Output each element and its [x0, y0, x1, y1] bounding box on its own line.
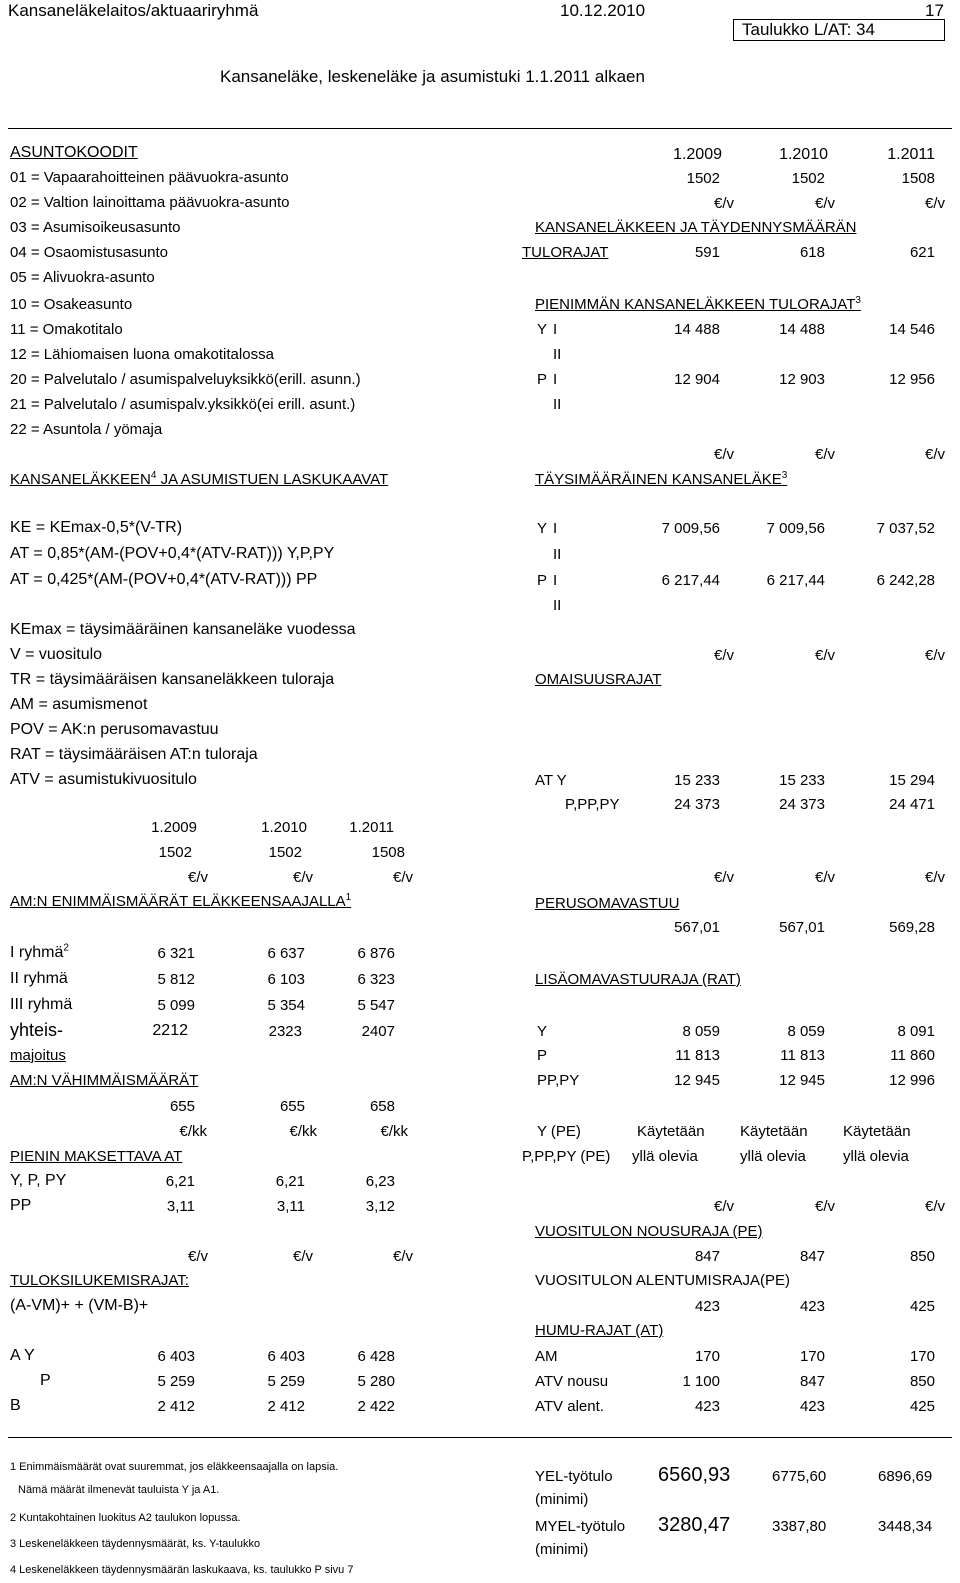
- tuloksi-value: 2 412: [157, 1398, 195, 1415]
- omaisuus-value: 15 233: [674, 772, 720, 789]
- alennus-value: 423: [799, 1298, 825, 1315]
- definition: TR = täysimääräisen kansaneläkkeen tuloraja: [10, 671, 335, 688]
- lisa-value: 8 059: [682, 1023, 720, 1040]
- footnote-ref: 3: [855, 295, 861, 306]
- unit-label: €/v: [814, 195, 835, 212]
- year-col-2: 1.2010: [261, 819, 307, 836]
- humu-value: 425: [909, 1398, 935, 1415]
- enimm-value: 6 637: [267, 945, 305, 962]
- row-roman: II: [553, 546, 562, 563]
- pienin-title: [535, 297, 861, 312]
- humu-value: 170: [799, 1348, 825, 1365]
- row-label: ATV alent.: [535, 1398, 604, 1415]
- yhteis-value: 2407: [361, 1023, 395, 1040]
- lisa-title: LISÄOMAVASTUURAJA (RAT): [535, 971, 741, 988]
- myel-value: 3280,47: [658, 1514, 731, 1536]
- row-label: P: [537, 371, 548, 388]
- code-item: 01 = Vapaarahoitteinen päävuokra-asunto: [10, 169, 289, 186]
- humu-value: 1 100: [682, 1373, 720, 1390]
- tuloksi-value: 6 428: [357, 1348, 395, 1365]
- pienin-value: 12 904: [674, 371, 720, 388]
- omaisuus-value: 24 471: [889, 796, 935, 813]
- formula: KE = KEmax-0,5*(V-TR): [10, 519, 183, 536]
- footer-rule: [8, 1437, 952, 1438]
- maksettava-value: 3,11: [166, 1198, 195, 1215]
- tuloksi-value: 6 403: [157, 1348, 195, 1365]
- tays-value: 7 037,52: [876, 520, 935, 537]
- row-label: ATV nousu: [535, 1373, 609, 1390]
- row-label: Y: [537, 1023, 548, 1040]
- enimm-title: [10, 894, 351, 909]
- definition: AM = asumismenot: [10, 696, 148, 713]
- yhteis-label: yhteis-: [10, 1020, 64, 1040]
- unit-label: €/v: [924, 195, 945, 212]
- definition: KEmax = täysimääräinen kansaneläke vuodessa: [10, 621, 356, 638]
- tays-title-text: TÄYSIMÄÄRÄINEN KANSANELÄKE: [535, 471, 782, 488]
- unit-label: €/v: [713, 869, 734, 886]
- code-item: 10 = Osakeasunto: [10, 296, 133, 313]
- omaisuus-value: 15 294: [889, 772, 935, 789]
- enimm-row-label: [10, 942, 69, 961]
- ype-label: Y (PE): [537, 1123, 581, 1140]
- unit-label: €/v: [924, 869, 945, 886]
- footnote-ref: 1: [345, 892, 352, 903]
- unit-label: €/v: [187, 869, 208, 886]
- nousu-value: 847: [799, 1248, 825, 1265]
- page-title: Kansaneläke, leskeneläke ja asumistuki 1.1.2011 alkaen: [220, 67, 645, 86]
- omaisuus-value: 24 373: [674, 796, 720, 813]
- tuloksi-value: 2 412: [267, 1398, 305, 1415]
- unit-label: €/v: [924, 446, 945, 463]
- tuloksi-value: 5 259: [157, 1373, 195, 1390]
- code-item: 05 = Alivuokra-asunto: [10, 269, 155, 286]
- table-id: Taulukko L/AT: 34: [742, 20, 875, 39]
- row-roman: II: [553, 396, 562, 413]
- row-label: AT Y: [535, 772, 567, 789]
- unit-label: €/v: [292, 869, 313, 886]
- tays-value: 6 217,44: [766, 572, 825, 589]
- enimm-value: 5 354: [267, 997, 305, 1014]
- page-number: 17: [925, 1, 944, 20]
- myel-min: (minimi): [535, 1541, 589, 1558]
- humu-value: 847: [799, 1373, 825, 1390]
- maksettava-value: 3,12: [365, 1198, 395, 1215]
- row-roman: II: [553, 346, 562, 363]
- tays-value: 7 009,56: [766, 520, 825, 537]
- tuloksi-title: TULOKSILUKEMISRAJAT:: [10, 1272, 189, 1289]
- index-value: 1502: [791, 170, 825, 187]
- alennus-value: 423: [694, 1298, 720, 1315]
- footnote: 2 Kuntakohtainen luokitus A2 taulukon lopussa.: [10, 1512, 241, 1524]
- yel-value: 6896,69: [878, 1468, 933, 1485]
- code-item: 20 = Palvelutalo / asumispalveluyksikkö(erill. asunn.): [10, 371, 361, 388]
- pienin-title-text: PIENIMMÄN KANSANELÄKKEEN TULORAJAT: [535, 296, 856, 313]
- pienin-value: 14 546: [889, 321, 935, 338]
- unit-label: €/v: [713, 195, 734, 212]
- formula: AT = 0,425*(AM-(POV+0,4*(ATV-RAT))) PP: [10, 571, 318, 588]
- tuloksi-value: 5 280: [357, 1373, 395, 1390]
- unit-label: €/v: [814, 647, 835, 664]
- tuloksi-value: 6 403: [267, 1348, 305, 1365]
- index-value: 1502: [158, 844, 192, 861]
- maksettava-title: PIENIN MAKSETTAVA AT: [10, 1148, 183, 1165]
- code-item: 11 = Omakotitalo: [10, 321, 123, 338]
- yel-value: 6560,93: [658, 1464, 731, 1486]
- row-roman: I: [553, 371, 558, 388]
- enimm-value: 6 103: [267, 971, 305, 988]
- yhteis-value: 2212: [152, 1022, 188, 1039]
- definition: RAT = täysimääräisen AT:n tuloraja: [10, 746, 258, 763]
- row-label: P: [537, 1047, 548, 1064]
- footnote-ref: 2: [63, 942, 69, 954]
- nousu-title: VUOSITULON NOUSURAJA (PE): [535, 1223, 763, 1240]
- ppype-value: yllä olevia: [843, 1148, 909, 1165]
- footnote-ref: 4: [150, 470, 157, 481]
- row-label: Y: [537, 321, 548, 338]
- code-item: 12 = Lähiomaisen luona omakotitalossa: [10, 346, 274, 363]
- humu-title: HUMU-RAJAT (AT): [535, 1322, 664, 1339]
- row-roman: I: [553, 520, 558, 537]
- pienin-value: 14 488: [674, 321, 720, 338]
- vahimm-title: AM:N VÄHIMMÄISMÄÄRÄT: [10, 1072, 199, 1089]
- enimm-value: 6 321: [157, 945, 195, 962]
- unit-label: €/v: [292, 1248, 313, 1265]
- unit-label: €/kk: [289, 1123, 317, 1140]
- lisa-value: 12 996: [889, 1072, 935, 1089]
- unit-label: €/v: [814, 869, 835, 886]
- tays-title: [535, 472, 787, 487]
- footnote: 3 Leskeneläkkeen täydennysmäärät, ks. Y-taulukko: [10, 1538, 261, 1550]
- row-roman: I: [553, 572, 558, 589]
- vahimm-value: 655: [169, 1098, 195, 1115]
- tuloksi-formula: (A-VM)+ + (VM-B)+: [10, 1297, 149, 1314]
- row-roman: I: [553, 321, 558, 338]
- unit-label: €/v: [392, 1248, 413, 1265]
- maksettava-value: 6,21: [165, 1173, 195, 1190]
- pienin-value: 14 488: [779, 321, 825, 338]
- enimm-row-label-text: I ryhmä: [10, 944, 64, 961]
- footnote: 4 Leskeneläkkeen täydennysmäärän laskukaava, ks. taulukko P sivu 7: [10, 1564, 354, 1576]
- row-label: PP,PY: [537, 1072, 580, 1089]
- header-rule: [8, 128, 952, 129]
- footnote: Nämä määrät ilmenevät tauluista Y ja A1.: [18, 1484, 220, 1496]
- tulorajat-label: TULORAJAT: [522, 244, 609, 261]
- enimm-value: 6 323: [357, 971, 395, 988]
- perus-value: 569,28: [889, 919, 935, 936]
- code-item: 22 = Asuntola / yömaja: [10, 421, 163, 438]
- row-label: Y: [537, 520, 548, 537]
- row-label: P: [537, 572, 548, 589]
- lisa-value: 8 059: [787, 1023, 825, 1040]
- tuloksi-value: 5 259: [267, 1373, 305, 1390]
- unit-label: €/v: [814, 446, 835, 463]
- lisa-value: 12 945: [674, 1072, 720, 1089]
- maksettava-value: 3,11: [276, 1198, 305, 1215]
- enimm-row-label: II ryhmä: [10, 970, 68, 987]
- year-col-2: 1.2010: [779, 146, 828, 163]
- tays-value: 7 009,56: [661, 520, 720, 537]
- footnote-ref: 3: [781, 470, 788, 481]
- yel-value: 6775,60: [772, 1468, 827, 1485]
- tulorajat-value: 591: [694, 244, 720, 261]
- yhteis-value: 2323: [268, 1023, 302, 1040]
- definition: V = vuositulo: [10, 646, 103, 663]
- enimm-value: 5 099: [157, 997, 195, 1014]
- nousu-value: 847: [694, 1248, 720, 1265]
- year-col-3: 1.2011: [349, 819, 394, 836]
- org-name: Kansaneläkelaitos/aktuaariryhmä: [8, 1, 259, 20]
- lisa-value: 11 813: [675, 1047, 720, 1064]
- index-value: 1502: [268, 844, 302, 861]
- index-value: 1508: [371, 844, 405, 861]
- unit-label: €/v: [814, 1198, 835, 1215]
- year-col-1: 1.2009: [673, 146, 722, 163]
- maksettava-value: 6,23: [365, 1173, 395, 1190]
- humu-value: 850: [909, 1373, 935, 1390]
- kaava-title: [10, 472, 388, 487]
- myel-value: 3387,80: [772, 1518, 827, 1535]
- yel-label: YEL-työtulo: [535, 1468, 613, 1485]
- formula: AT = 0,85*(AM-(POV+0,4*(ATV-RAT))) Y,P,PY: [10, 545, 335, 562]
- perus-title: PERUSOMAVASTUU: [535, 895, 680, 912]
- enimm-value: 5 812: [157, 971, 195, 988]
- ype-value: Käytetään: [740, 1123, 808, 1140]
- tulorajat-title: KANSANELÄKKEEN JA TÄYDENNYSMÄÄRÄN: [535, 219, 857, 236]
- unit-label: €/kk: [179, 1123, 207, 1140]
- row-label: AM: [535, 1348, 558, 1365]
- vahimm-value: 658: [369, 1098, 395, 1115]
- kaava-title-text: KANSANELÄKKEEN: [10, 471, 151, 488]
- enimm-value: 6 876: [357, 945, 395, 962]
- year-col-1: 1.2009: [151, 819, 197, 836]
- lisa-value: 8 091: [897, 1023, 935, 1040]
- row-label: Y, P, PY: [10, 1172, 67, 1189]
- vahimm-value: 655: [279, 1098, 305, 1115]
- definition: POV = AK:n perusomavastuu: [10, 721, 219, 738]
- ppype-label: P,PP,PY (PE): [522, 1148, 611, 1165]
- index-value: 1508: [901, 170, 935, 187]
- unit-label: €/v: [392, 869, 413, 886]
- ype-value: Käytetään: [843, 1123, 911, 1140]
- lisa-value: 11 860: [890, 1047, 935, 1064]
- tulorajat-value: 621: [909, 244, 935, 261]
- ppype-value: yllä olevia: [632, 1148, 698, 1165]
- pienin-value: 12 903: [779, 371, 825, 388]
- unit-label: €/v: [924, 1198, 945, 1215]
- row-label: PP: [10, 1197, 32, 1214]
- yel-min: (minimi): [535, 1491, 589, 1508]
- unit-label: €/kk: [380, 1123, 408, 1140]
- nousu-value: 850: [909, 1248, 935, 1265]
- alennus-value: 425: [909, 1298, 935, 1315]
- unit-label: €/v: [713, 446, 734, 463]
- code-item: 04 = Osaomistusasunto: [10, 244, 169, 261]
- lisa-value: 11 813: [780, 1047, 825, 1064]
- enimm-value: 5 547: [357, 997, 395, 1014]
- perus-value: 567,01: [779, 919, 825, 936]
- code-item: 21 = Palvelutalo / asumispalv.yksikkö(ei erill. asunt.): [10, 396, 356, 413]
- definition: ATV = asumistukivuositulo: [10, 771, 197, 788]
- alennus-title: VUOSITULON ALENTUMISRAJA(PE): [535, 1272, 791, 1289]
- code-item: 03 = Asumisoikeusasunto: [10, 219, 181, 236]
- doc-date: 10.12.2010: [560, 1, 646, 20]
- ppype-value: yllä olevia: [740, 1148, 806, 1165]
- majoitus-label: majoitus: [10, 1047, 66, 1064]
- unit-label: €/v: [713, 1198, 734, 1215]
- perus-value: 567,01: [674, 919, 720, 936]
- omaisuus-value: 24 373: [779, 796, 825, 813]
- unit-label: €/v: [924, 647, 945, 664]
- row-label: A Y: [10, 1347, 35, 1364]
- myel-value: 3448,34: [878, 1518, 933, 1535]
- enimm-title-text: AM:N ENIMMÄISMÄÄRÄT ELÄKKEENSAAJALLA: [10, 893, 346, 910]
- humu-value: 170: [694, 1348, 720, 1365]
- tuloksi-value: 2 422: [357, 1398, 395, 1415]
- humu-value: 170: [909, 1348, 935, 1365]
- ype-value: Käytetään: [637, 1123, 705, 1140]
- humu-value: 423: [799, 1398, 825, 1415]
- unit-label: €/v: [713, 647, 734, 664]
- index-value: 1502: [686, 170, 720, 187]
- code-item: 02 = Valtion lainoittama päävuokra-asunto: [10, 194, 290, 211]
- tulorajat-value: 618: [799, 244, 825, 261]
- footnote: 1 Enimmäismäärät ovat suuremmat, jos eläkkeensaajalla on lapsia.: [10, 1461, 339, 1473]
- codes-heading: ASUNTOKOODIT: [10, 144, 138, 161]
- omaisuus-value: 15 233: [779, 772, 825, 789]
- kaava-title-text-2: JA ASUMISTUEN LASKUKAAVAT: [160, 471, 389, 488]
- enimm-row-label: III ryhmä: [10, 996, 73, 1013]
- maksettava-value: 6,21: [275, 1173, 305, 1190]
- row-label: B: [10, 1397, 21, 1414]
- row-label: P,PP,PY: [565, 796, 620, 813]
- year-col-3: 1.2011: [887, 146, 935, 163]
- row-roman: II: [553, 597, 562, 614]
- tays-value: 6 242,28: [876, 572, 935, 589]
- row-label: P: [40, 1372, 51, 1389]
- tays-value: 6 217,44: [661, 572, 720, 589]
- humu-value: 423: [694, 1398, 720, 1415]
- pienin-value: 12 956: [889, 371, 935, 388]
- myel-label: MYEL-työtulo: [535, 1518, 626, 1535]
- unit-label: €/v: [187, 1248, 208, 1265]
- lisa-value: 12 945: [779, 1072, 825, 1089]
- omaisuus-title: OMAISUUSRAJAT: [535, 671, 662, 688]
